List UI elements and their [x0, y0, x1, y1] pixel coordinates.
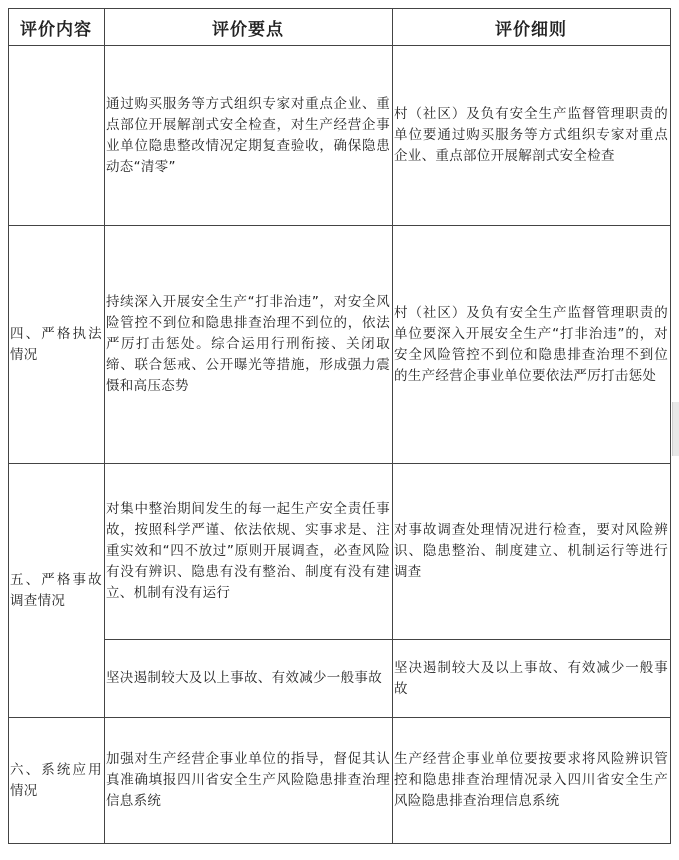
- content-cell: 五、严格事故调查情况: [9, 464, 105, 718]
- table-row: [9, 226, 671, 464]
- points-cell: 坚决遏制较大及以上事故、有效减少一般事故: [105, 640, 393, 718]
- content-cell: [9, 46, 105, 226]
- content-cell: 六、系统应用情况: [9, 718, 105, 844]
- content-cell: 四、严格执法情况: [9, 226, 105, 464]
- header-evaluation-content: 评价内容: [9, 9, 105, 46]
- table-row: [9, 640, 671, 718]
- header-evaluation-rules: 评价细则: [393, 9, 671, 46]
- table-header-row: [9, 9, 671, 46]
- table-row: [9, 464, 671, 640]
- table-row: [9, 46, 671, 226]
- rules-cell: 村（社区）及负有安全生产监督管理职责的单位要深入开展安全生产“打非治违”的，对安全风险管控不到位和隐患排查治理不到位的生产经营企事业单位要依法严厉打击惩处: [393, 226, 671, 464]
- points-cell: 加强对生产经营企事业单位的指导，督促其认真准确填报四川省安全生产风险隐患排查治理信息系统: [105, 718, 393, 844]
- points-cell: 对集中整治期间发生的每一起生产安全责任事故，按照科学严谨、依法依规、实事求是、注重实效和“四不放过”原则开展调查，必查风险有没有辨识、隐患有没有整治、制度有没有建立、机制有没有运行: [105, 464, 393, 640]
- points-cell: 持续深入开展安全生产“打非治违”，对安全风险管控不到位和隐患排查治理不到位的，依法严厉打击惩处。综合运用行刑衔接、关闭取缔、联合惩戒、公开曝光等措施，形成强力震慑和高压态势: [105, 226, 393, 464]
- evaluation-table: [8, 8, 671, 844]
- rules-cell: 生产经营企事业单位要按要求将风险辨识管控和隐患排查治理情况录入四川省安全生产风险隐患排查治理信息系统: [393, 718, 671, 844]
- header-evaluation-points: 评价要点: [105, 9, 393, 46]
- rules-cell: 对事故调查处理情况进行检查，要对风险辨识、隐患整治、制度建立、机制运行等进行调查: [393, 464, 671, 640]
- rules-cell: 村（社区）及负有安全生产监督管理职责的单位要通过购买服务等方式组织专家对重点企业、重点部位开展解剖式安全检查: [393, 46, 671, 226]
- rules-cell: 坚决遏制较大及以上事故、有效减少一般事故: [393, 640, 671, 718]
- points-cell: 通过购买服务等方式组织专家对重点企业、重点部位开展解剖式安全检查，对生产经营企事业单位隐患整改情况定期复查验收，确保隐患动态“清零”: [105, 46, 393, 226]
- scrollbar-thumb[interactable]: [672, 402, 679, 456]
- table-row: [9, 718, 671, 844]
